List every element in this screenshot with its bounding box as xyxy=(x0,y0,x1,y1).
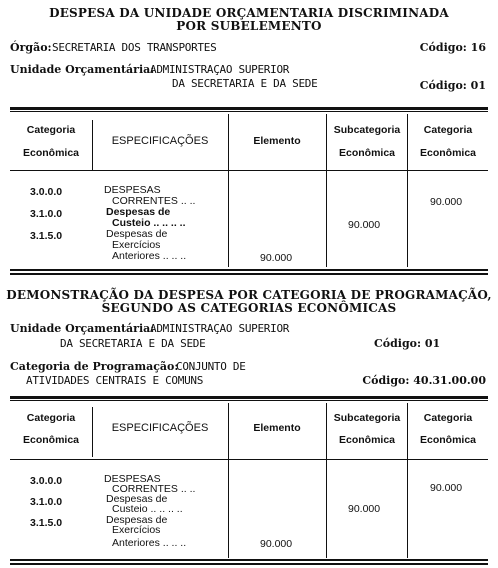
orgao-value: SECRETARIA DOS TRANSPORTES xyxy=(52,41,217,54)
table1-header-elemento: Elemento xyxy=(253,135,301,147)
unidade-code: Código: 01 xyxy=(419,79,486,92)
section1-title-line1: DESPESA DA UNIDADE ORÇAMENTARIA DISCRIMINADA xyxy=(49,6,449,20)
programacao-value-line1: CONJUNTO DE xyxy=(176,360,246,373)
table1-header-rule xyxy=(10,170,488,171)
table2-categoria-value: 90.000 xyxy=(430,482,463,494)
table2-header-spec: ESPECIFICAÇÕES xyxy=(111,422,209,434)
table1-spec-line3: Despesas de xyxy=(106,206,171,218)
table1-header-spec: ESPECIFICAÇÕES xyxy=(111,135,209,147)
table1-vline-4 xyxy=(407,114,408,267)
table2-spec-line1: DESPESAS xyxy=(104,473,161,485)
table2-vline-3 xyxy=(326,403,327,558)
table1-spec-line4: Custeio .. .. .. .. xyxy=(112,217,186,229)
table2-header-subcat-line2: Econômica xyxy=(338,434,396,446)
table1-vline-2 xyxy=(228,114,229,267)
orgao-label: Órgão: xyxy=(10,41,52,54)
table1-vline-1 xyxy=(92,120,93,170)
table2-elemento-value: 90.000 xyxy=(260,538,293,550)
table2-spec-line6: Exercícios xyxy=(112,524,161,536)
table2-header-subcat-line1: Subcategoria xyxy=(333,412,401,424)
table2-header-categoria-line2: Econômica xyxy=(419,434,477,446)
table2-code-1: 3.0.0.0 xyxy=(30,475,63,487)
table2-header-rule xyxy=(10,459,488,460)
table1-top-rule-thin xyxy=(10,111,488,112)
table1-header-categoria-line1: Categoria xyxy=(423,124,473,136)
table1-header-categoria-line2: Econômica xyxy=(419,147,477,159)
table2-subcat-value: 90.000 xyxy=(348,503,381,515)
table1-header-subcat-line1: Subcategoria xyxy=(333,124,401,136)
table2-spec-line7: Anteriores .. .. .. xyxy=(112,537,187,549)
table2-code-3: 3.1.5.0 xyxy=(30,517,63,529)
section2-title-line2: SEGUNDO AS CATEGORIAS ECONÔMICAS xyxy=(101,301,397,315)
table1-spec-line2: CORRENTES .. .. xyxy=(112,195,196,207)
table1-code-2: 3.1.0.0 xyxy=(30,208,63,220)
table2-header-cat-line1: Categoria xyxy=(26,412,76,424)
table2-vline-2 xyxy=(228,403,229,558)
table2-spec-line3: Despesas de xyxy=(106,493,168,505)
table2-header-cat-line2: Econômica xyxy=(22,434,80,446)
table1-spec-line1: DESPESAS xyxy=(104,184,161,196)
table1-subcat-value: 90.000 xyxy=(348,219,381,231)
orgao-code: Código: 16 xyxy=(419,41,486,54)
table1-elemento-value: 90.000 xyxy=(260,252,293,264)
table2-vline-1 xyxy=(92,407,93,457)
programacao-value-line2: ATIVIDADES CENTRAIS E COMUNS xyxy=(26,374,204,387)
table1-categoria-value: 90.000 xyxy=(430,196,463,208)
table2-top-rule xyxy=(10,396,488,399)
unidade-label: Unidade Orçamentária: xyxy=(10,63,155,76)
s2-unidade-code: Código: 01 xyxy=(374,337,441,350)
section2-title-line1: DEMONSTRAÇÃO DA DESPESA POR CATEGORIA DE PROGRAMAÇÃO, xyxy=(6,288,492,302)
programacao-label: Categoria de Programação: xyxy=(10,360,179,373)
table1-top-rule xyxy=(10,107,488,110)
unidade-value-line1: ADMINISTRAÇAO SUPERIOR xyxy=(150,63,290,76)
table2-top-rule-thin xyxy=(10,400,488,401)
table1-code-1: 3.0.0.0 xyxy=(30,186,63,198)
table2-header-categoria-line1: Categoria xyxy=(423,412,473,424)
table2-vline-4 xyxy=(407,403,408,558)
table2-spec-line4: Custeio .. .. .. .. xyxy=(112,503,183,515)
section1-title-line2: POR SUBELEMENTO xyxy=(176,19,322,33)
s2-unidade-label: Unidade Orçamentária: xyxy=(10,322,155,335)
table2-code-2: 3.1.0.0 xyxy=(30,496,63,508)
table1-header-cat-line2: Econômica xyxy=(22,147,80,159)
table1-spec-line5: Despesas de xyxy=(106,228,168,240)
table1-vline-3 xyxy=(326,114,327,267)
table2-spec-line2: CORRENTES .. .. xyxy=(112,483,196,495)
programacao-code: Código: 40.31.00.00 xyxy=(362,374,486,387)
table2-spec-line5: Despesas de xyxy=(106,514,168,526)
table1-header-subcat-line2: Econômica xyxy=(338,147,396,159)
table1-spec-line6: Exercícios xyxy=(112,239,161,251)
s2-unidade-value-line1: ADMINISTRAÇAO SUPERIOR xyxy=(150,322,290,335)
table1-spec-line7: Anteriores .. .. .. xyxy=(112,250,187,262)
table1-code-3: 3.1.5.0 xyxy=(30,230,63,242)
table2-bottom-rule xyxy=(10,559,488,565)
s2-unidade-value-line2: DA SECRETARIA E DA SEDE xyxy=(60,337,206,350)
table2-header-elemento: Elemento xyxy=(253,422,301,434)
table1-bottom-rule xyxy=(10,269,488,275)
unidade-value-line2: DA SECRETARIA E DA SEDE xyxy=(172,77,318,90)
table1-header-cat-line1: Categoria xyxy=(26,124,76,136)
